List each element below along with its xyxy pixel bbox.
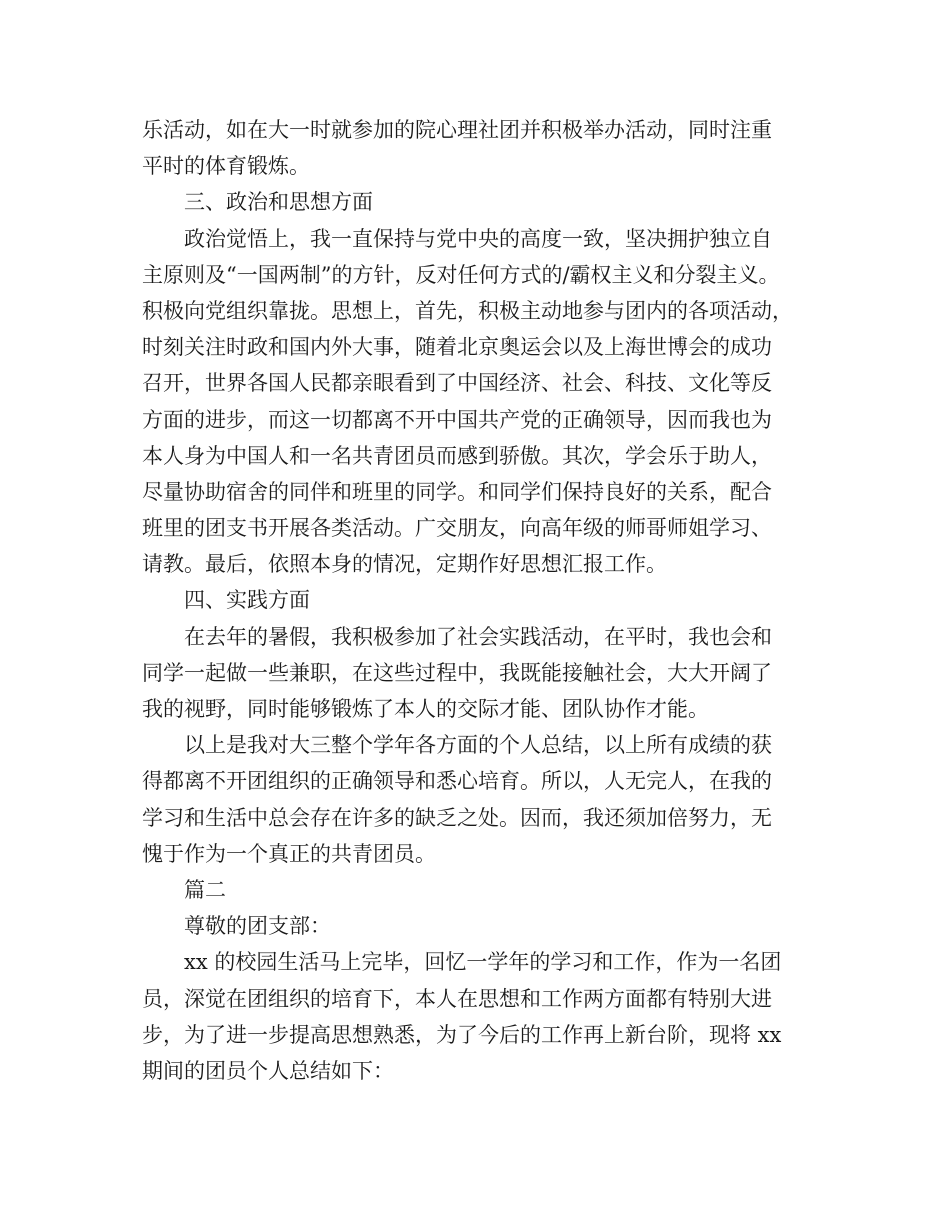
text-line: 主原则及“一国两制”的方针，反对任何方式的/霸权主义和分裂主义。 xyxy=(142,262,780,287)
text-line: 积极向党组织靠拢。思想上，首先，积极主动地参与团内的各项活动， xyxy=(142,298,793,323)
text-line: 以上是我对大三整个学年各方面的个人总结，以上所有成绩的获 xyxy=(184,733,772,758)
text-line: 班里的团支书开展各类活动。广交朋友，向高年级的师哥师姐学习、 xyxy=(142,516,772,541)
text-line: 乐活动，如在大一时就参加的院心理社团并积极举办活动，同时注重 xyxy=(142,118,772,142)
text-line: 学习和生活中总会存在许多的缺乏之处。因而，我还须加倍努力，无 xyxy=(142,805,772,830)
text-line: 同学一起做一些兼职，在这些过程中，我既能接触社会，大大开阔了 xyxy=(142,660,772,685)
text-line: 愧于作为一个真正的共青团员。 xyxy=(142,841,436,866)
section-heading-practice: 四、实践方面 xyxy=(184,588,310,613)
section-heading-politics: 三、政治和思想方面 xyxy=(184,190,373,215)
document-body xyxy=(142,112,832,1089)
text-line: 期间的团员个人总结如下： xyxy=(142,1058,394,1083)
text-line: 在去年的暑假，我积极参加了社会实践活动，在平时，我也会和 xyxy=(184,624,772,649)
text-line: 请教。最后，依照本身的情况，定期作好思想汇报工作。 xyxy=(142,552,667,577)
text-line: 步，为了进一步提高思想熟悉，为了今后的工作再上新台阶，现将 xx xyxy=(142,1022,782,1047)
text-line: 时刻关注时政和国内外大事，随着北京奥运会以及上海世博会的成功 xyxy=(142,335,772,360)
text-line: 政治觉悟上，我一直保持与党中央的高度一致，坚决拥护独立自 xyxy=(184,226,772,251)
text-line: 得都离不开团组织的正确领导和悉心培育。所以，人无完人，在我的 xyxy=(142,769,772,794)
text-line: 召开，世界各国人民都亲眼看到了中国经济、社会、科技、文化等反 xyxy=(142,371,772,396)
text-line: 我的视野，同时能够锻炼了本人的交际才能、团队协作才能。 xyxy=(142,697,709,721)
section-heading-part-two: 篇二 xyxy=(184,877,226,902)
text-line: 方面的进步，而这一切都离不开中国共产党的正确领导，因而我也为 xyxy=(142,407,772,432)
text-line: 本人身为中国人和一名共青团员而感到骄傲。其次，学会乐于助人， xyxy=(142,443,772,468)
text-line: 平时的体育锻炼。 xyxy=(142,154,310,179)
text-line: 尽量协助宿舍的同伴和班里的同学。和同学们保持良好的关系，配合 xyxy=(142,479,772,504)
text-line: 员，深觉在团组织的培育下，本人在思想和工作两方面都有特别大进 xyxy=(142,986,772,1011)
letter-salutation: 尊敬的团支部： xyxy=(184,914,331,939)
text-line: xx 的校园生活马上完毕，回忆一学年的学习和工作，作为一名团 xyxy=(184,950,782,975)
